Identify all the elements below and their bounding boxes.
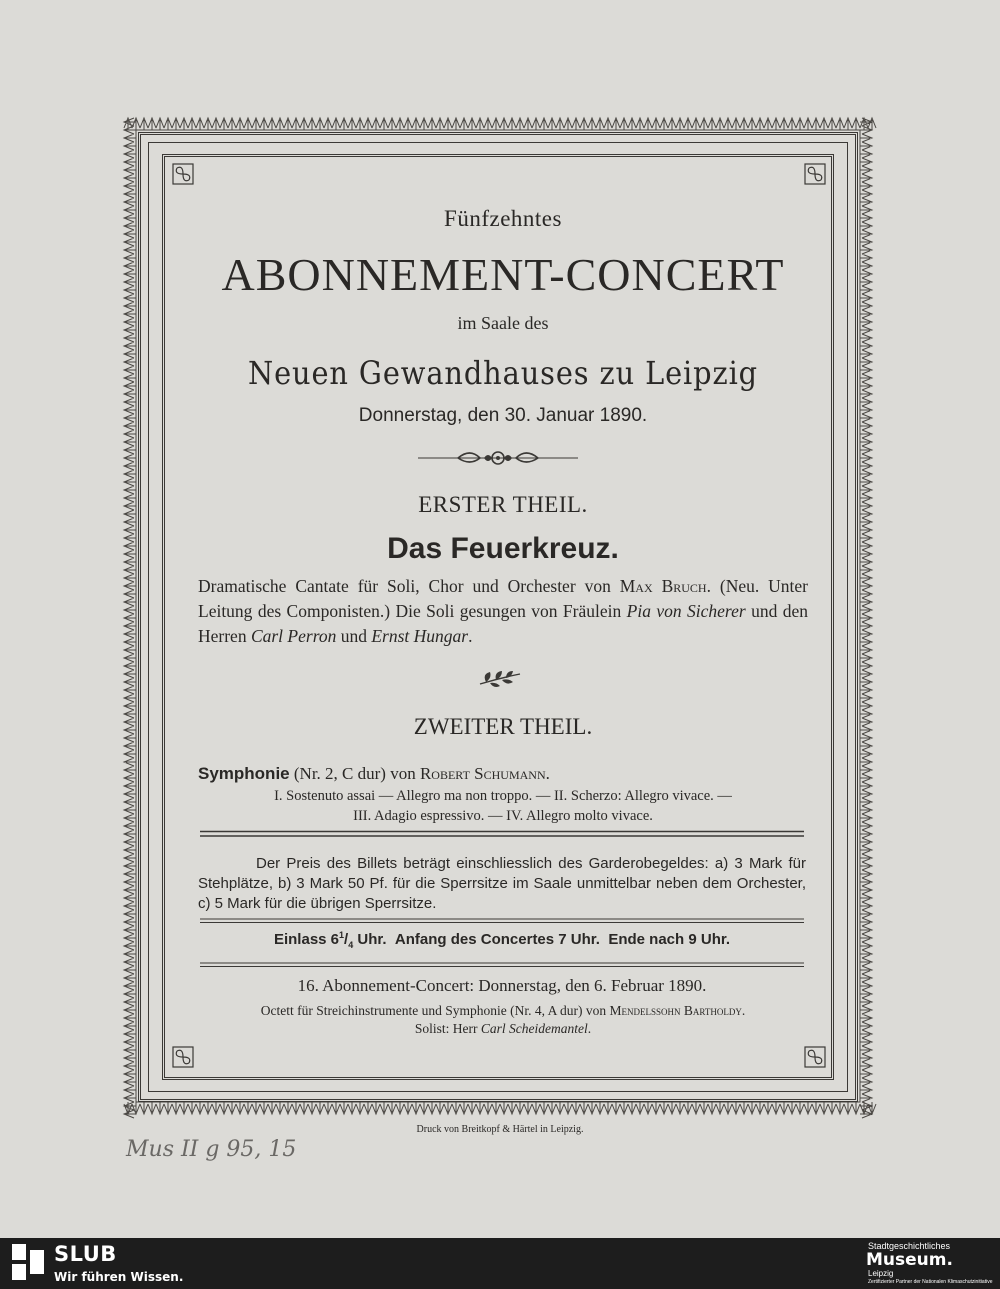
soloist-name: Carl Scheidemantel [480,1021,588,1036]
corner-ornament-icon [804,1046,826,1068]
part1-desc-text: . (Neu. Unter Leitung des Componisten.) Die Soli gesungen von Fräulein [198,576,808,621]
venue-prefix: im Saale des [457,313,549,333]
start-time: Anfang des Concertes 7 Uhr. [394,931,600,948]
part2-work-title: Symphonie [198,764,290,783]
next-concert-text: . [741,1003,746,1018]
footer-bar [0,1238,1000,1289]
soloist-name: Carl Perron [250,626,337,646]
next-concert-text: Solist: Herr [414,1021,478,1036]
part1-desc-text: und [340,626,367,646]
museum-prefix: Stadtgeschichtliches [868,1241,951,1251]
part2-work-detail: (Nr. 2, C dur) von [293,764,416,783]
soloist-name: Ernst Hungar [371,626,469,646]
soloist-name: Pia von Sicherer [626,601,746,621]
concert-times [198,930,806,950]
library-name: SLUB [54,1242,117,1266]
double-rule-divider [200,830,804,838]
double-rule-divider [200,962,804,968]
venue-name: Neuen Gewandhauses zu Leipzig [247,354,759,392]
corner-ornament-icon [172,1046,194,1068]
part1-desc-text: . [468,626,473,646]
entry-fraction-numerator: 1 [339,930,345,940]
part2-heading: ZWEITER THEIL. [413,714,593,739]
next-concert-programme [198,1002,808,1038]
entry-fraction-denominator: 4 [348,940,354,950]
entry-time: Einlass $6^1/_4$ Uhr. [273,930,387,950]
flourish-divider-icon [418,444,578,472]
ticket-prices-text: Der Preis des Billets beträgt einschliesslich des Garderobegeldes: a) 3 Mark für Stehplätze, b) 3 Mark 50 Pf. für die Sperrsitze im Saale unmittelbar neben dem Orchester, c) 5 Mark für die übrigen Sperrsitze. [198,855,806,912]
next-concert-text: Octett für Streichinstrumente und Symphonie (Nr. 4, A dur) von [260,1003,607,1018]
part2-work [198,764,808,784]
next-concert-text: . [587,1021,592,1036]
printer-imprint: Druck von Breitkopf & Härtel in Leipzig. [416,1124,584,1135]
concert-number: Fünfzehntes [444,206,562,231]
corner-ornament-icon [172,163,194,185]
movements-list [198,786,808,826]
leaf-ornament-icon [476,668,524,690]
ticket-prices [198,854,806,914]
next-concert-soloist [198,1020,808,1038]
part1-heading: ERSTER THEIL. [418,492,588,517]
end-time: Ende nach 9 Uhr. [608,931,731,948]
part1-composer: Max Bruch [619,576,707,596]
museum-certification: Zertifizierter Partner der Nationalen Klimaschutzinitiative [868,1279,993,1285]
part1-desc-text: Dramatische Cantate für Soli, Chor und Orchester von [198,576,611,596]
concert-date: Donnerstag, den 30. Januar 1890. [358,405,648,426]
entry-time-text: Einlass 6 [273,931,340,948]
movements-line: III. Adagio espressivo. — IV. Allegro molto vivace. [353,808,653,824]
part2-composer: Robert Schumann [419,764,546,783]
corner-ornament-icon [804,163,826,185]
museum-name: Museum. [866,1250,953,1270]
part2-work-detail: . [545,764,550,783]
handwritten-shelfmark [120,1128,320,1168]
slub-logo-icon [12,1244,46,1280]
part1-desc-text: und den Herren [198,601,808,646]
museum-city: Leipzig [868,1269,894,1278]
page-title: ABONNEMENT-CONCERT [221,249,785,300]
double-rule-divider [200,918,804,924]
library-tagline: Wir führen Wissen. [54,1270,184,1284]
next-concert-works [198,1002,808,1020]
next-concert-composer: Mendelssohn Bartholdy [609,1003,742,1018]
next-concert-date: 16. Abonnement-Concert: Donnerstag, den 6. Februar 1890. [297,976,707,995]
movements-line: I. Sostenuto assai — Allegro ma non troppo. — II. Scherzo: Allegro vivace. — [274,788,732,804]
part1-description [198,574,808,649]
part1-work-title: Das Feuerkreuz. [387,532,619,565]
shelfmark-text: Mus II g 95, 15 [126,1137,297,1162]
entry-time-unit: Uhr. [357,931,387,948]
